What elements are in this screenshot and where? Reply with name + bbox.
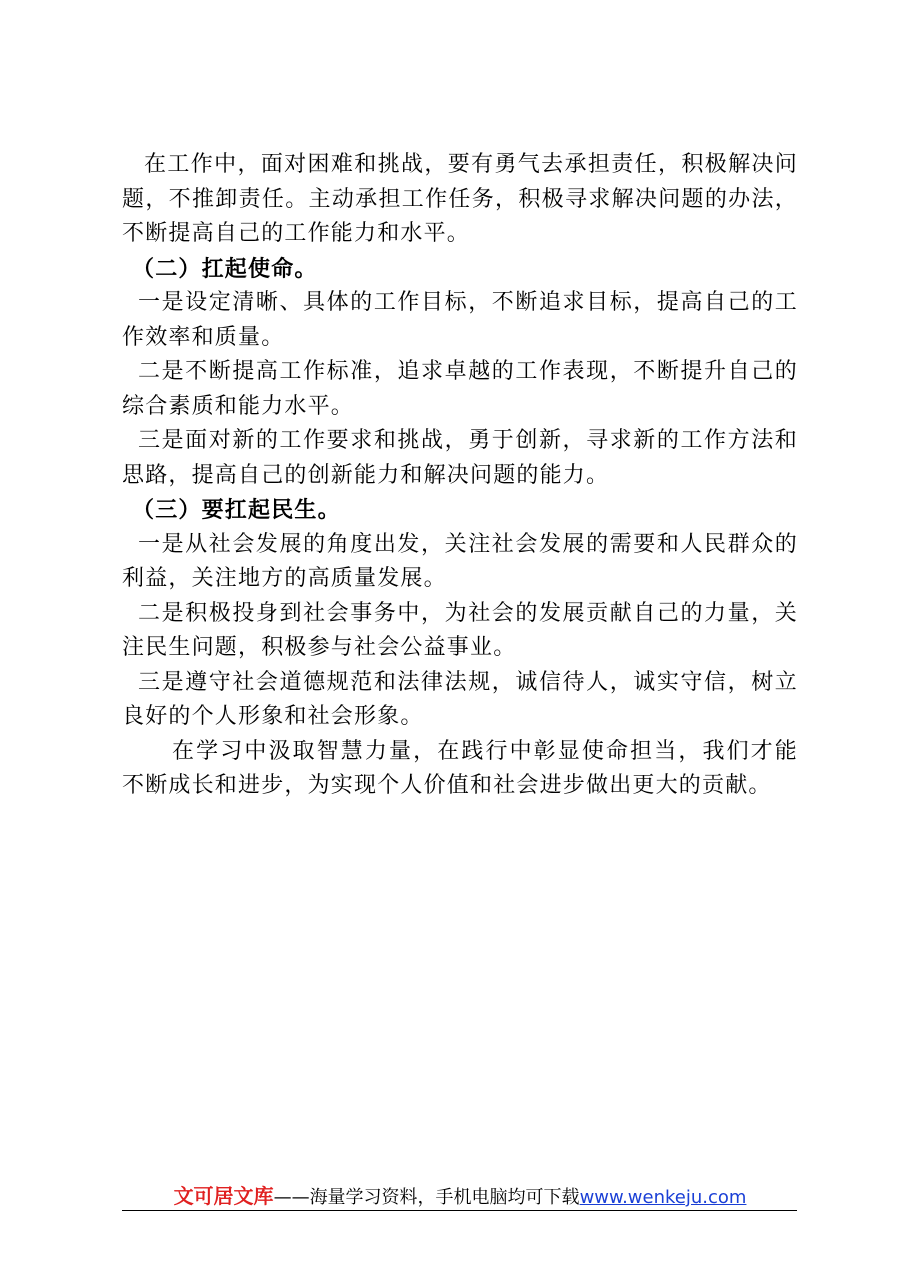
paragraph: 在工作中，面对困难和挑战，要有勇气去承担责任，积极解决问题，不推卸责任。主动承担工作任务，积极寻求解决问题的办法，不断提高自己的工作能力和水平。 [122,152,798,246]
paragraph: 三是遵守社会道德规范和法律法规，诚信待人，诚实守信，树立良好的个人形象和社会形象。 [122,669,798,729]
footer-dash: —— [273,1187,310,1208]
footer-tagline: 海量学习资料，手机电脑均可下载 [309,1187,580,1208]
page-footer [122,1180,798,1210]
document-body [122,148,798,804]
paragraph: 二是不断提高工作标准，追求卓越的工作表现，不断提升自己的综合素质和能力水平。 [122,359,798,419]
closing-paragraph: 在学习中汲取智慧力量，在践行中彰显使命担当，我们才能不断成长和进步，为实现个人价值和社会进步做出更大的贡献。 [122,738,798,798]
footer-divider [122,1210,797,1211]
paragraph: 一是设定清晰、具体的工作目标，不断追求目标，提高自己的工作效率和质量。 [122,290,798,350]
section-heading: （三）要扛起民生。 [132,497,341,523]
section-heading: （二）扛起使命。 [132,255,318,282]
paragraph: 三是面对新的工作要求和挑战，勇于创新，寻求新的工作方法和思路，提高自己的创新能力和解决问题的能力。 [122,428,798,488]
paragraph: 一是从社会发展的角度出发，关注社会发展的需要和人民群众的利益，关注地方的高质量发展。 [122,531,798,591]
footer-brand: 文可居文库 [173,1184,274,1208]
footer-link[interactable]: www.wenkeju.com [579,1187,747,1208]
paragraph: 二是积极投身到社会事务中，为社会的发展贡献自己的力量，关注民生问题，积极参与社会公益事业。 [122,600,798,660]
